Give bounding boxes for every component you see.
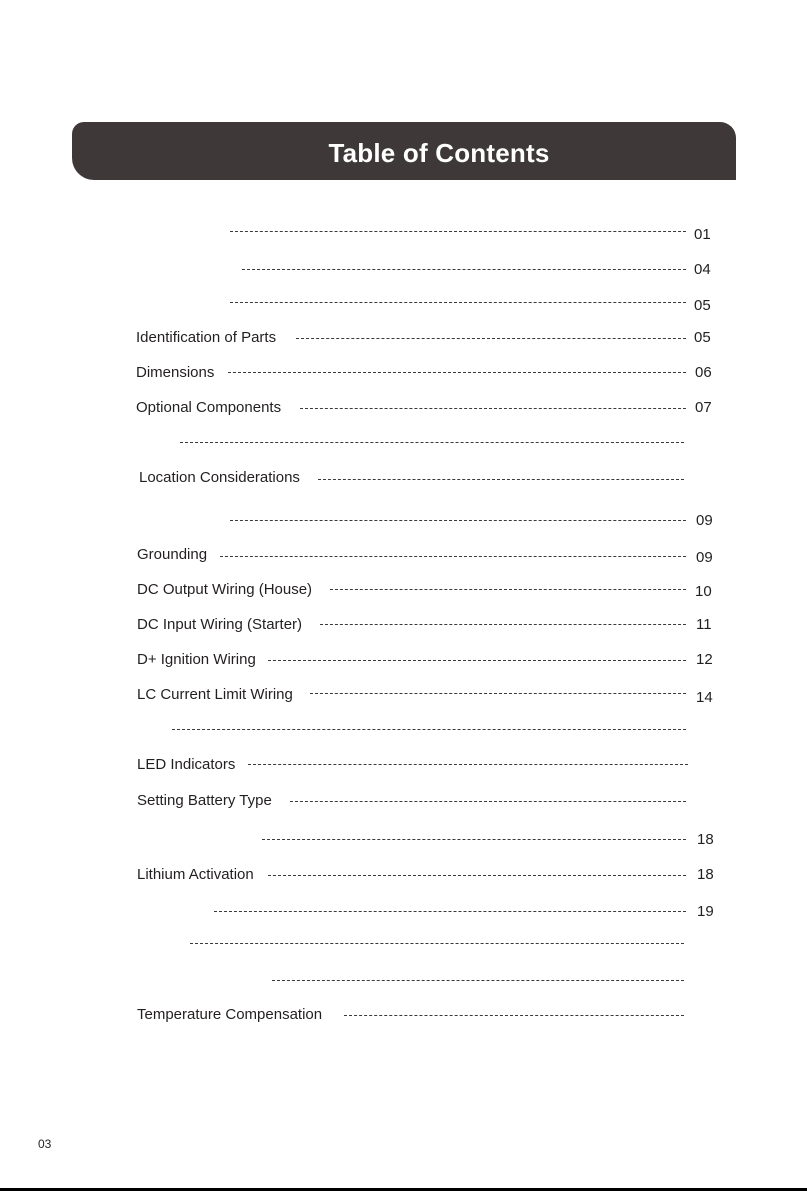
toc-entry-label: Grounding — [137, 546, 208, 563]
toc-entry[interactable] — [0, 329, 807, 359]
toc-entry-page: 04 — [694, 261, 711, 278]
toc-leader — [318, 479, 684, 480]
toc-entry-label: Lithium Activation — [137, 866, 254, 883]
toc-entry[interactable] — [0, 831, 807, 861]
toc-entry[interactable] — [0, 581, 807, 611]
toc-leader — [300, 408, 686, 409]
toc-entry[interactable] — [0, 399, 807, 429]
toc-entry-label: Temperature Compensation — [137, 1006, 323, 1023]
toc-entry-page: 14 — [696, 689, 713, 706]
toc-leader — [344, 1015, 684, 1016]
toc-leader — [190, 943, 684, 944]
toc-entry-page: 06 — [695, 364, 712, 381]
header-banner — [72, 122, 736, 180]
toc-entry-page: 11 — [696, 616, 712, 633]
toc-entry-label: LC Current Limit Wiring — [137, 686, 293, 703]
toc-entry[interactable] — [0, 1006, 807, 1036]
toc-entry[interactable] — [0, 261, 807, 291]
toc-entry[interactable] — [0, 972, 807, 1002]
toc-leader — [230, 520, 686, 521]
toc-leader — [290, 801, 686, 802]
toc-entry[interactable] — [0, 297, 807, 327]
toc-entry-label: Dimensions — [136, 364, 215, 381]
toc-entry-label: D+ Ignition Wiring — [137, 651, 256, 668]
toc-entry-page: 01 — [694, 226, 711, 243]
toc-leader — [228, 372, 686, 373]
toc-entry[interactable] — [0, 903, 807, 933]
toc-entry-page: 09 — [696, 512, 713, 529]
toc-entry-label: DC Output Wiring (House) — [137, 581, 313, 598]
toc-entry-page: 19 — [697, 903, 714, 920]
toc-entry[interactable] — [0, 512, 807, 542]
toc-entry[interactable] — [0, 616, 807, 646]
toc-entry[interactable] — [0, 686, 807, 716]
toc-entry[interactable] — [0, 436, 807, 466]
toc-entry[interactable] — [0, 364, 807, 394]
toc-entry-page: 05 — [694, 329, 711, 346]
toc-entry-label: Location Considerations — [139, 469, 300, 486]
toc-entry-page: 18 — [697, 831, 714, 848]
toc-entry-page: 05 — [694, 297, 711, 314]
toc-entry-page: 12 — [696, 651, 713, 668]
toc-entry[interactable] — [0, 866, 807, 896]
toc-leader — [268, 660, 686, 661]
toc-leader — [214, 911, 686, 912]
toc-leader — [172, 729, 686, 730]
toc-entry-label: Identification of Parts — [136, 329, 277, 346]
page-title: Table of Contents — [328, 137, 550, 168]
toc-entry[interactable] — [0, 546, 807, 576]
toc-entry-label: LED Indicators — [137, 756, 236, 773]
toc-leader — [230, 231, 686, 232]
toc-entry-label: Optional Components — [136, 399, 282, 416]
toc-leader — [272, 980, 684, 981]
toc-entry[interactable] — [0, 792, 807, 822]
toc-entry[interactable] — [0, 226, 807, 256]
toc-leader — [320, 624, 686, 625]
toc-entry[interactable] — [0, 651, 807, 681]
toc-entry[interactable] — [0, 469, 807, 499]
toc-leader — [310, 693, 686, 694]
toc-leader — [296, 338, 686, 339]
toc-entry[interactable] — [0, 936, 807, 966]
toc-leader — [220, 556, 686, 557]
toc-entry-page: 10 — [695, 583, 712, 600]
toc-entry-page: 07 — [695, 399, 712, 416]
toc-leader — [330, 589, 686, 590]
toc-entry[interactable] — [0, 722, 807, 752]
toc-entry-page: 09 — [696, 549, 713, 566]
toc-entry-label: DC Input Wiring (Starter) — [137, 616, 303, 633]
toc-entry[interactable] — [0, 756, 807, 786]
toc-leader — [180, 442, 684, 443]
toc-leader — [248, 764, 688, 765]
toc-leader — [242, 269, 686, 270]
toc-leader — [268, 875, 686, 876]
page-number: 03 — [38, 1137, 52, 1151]
toc-entry-label: Setting Battery Type — [137, 792, 272, 809]
toc-leader — [230, 302, 686, 303]
toc-leader — [262, 839, 686, 840]
toc-entry-page: 18 — [697, 866, 714, 883]
